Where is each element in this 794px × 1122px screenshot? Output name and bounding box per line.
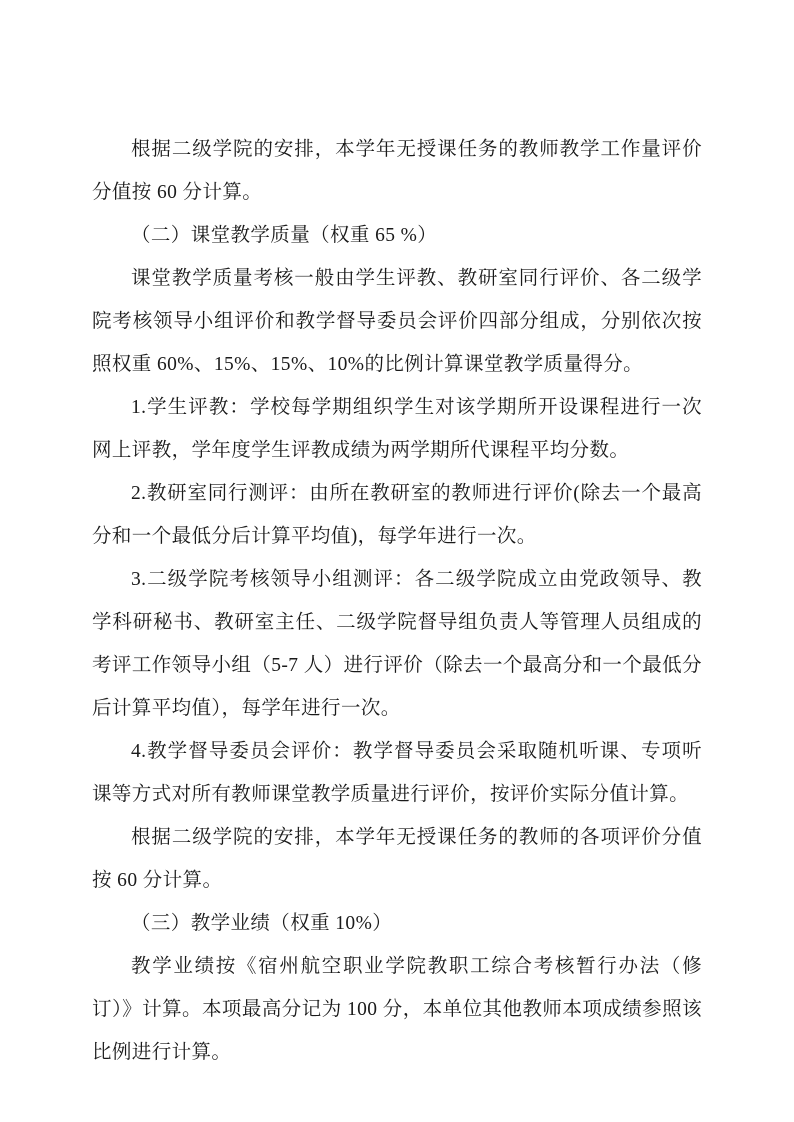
heading-section-three-teaching-performance: （三）教学业绩（权重 10%） bbox=[131, 913, 393, 934]
paragraph-classroom-quality-composition: 课堂教学质量考核一般由学生评教、教研室同行评价、各二级学院考核领导小组评价和教学督导委员会评价四部分组成，分别依次按照权重 60%、15%、15%、10%的比例计算课堂教学质量得分。 bbox=[92, 268, 702, 375]
paragraph-item-1-student-evaluation: 1.学生评教：学校每学期组织学生对该学期所开设课程进行一次网上评教，学年度学生评教成绩为两学期所代课程平均分数。 bbox=[92, 397, 702, 461]
document-body bbox=[92, 128, 702, 1074]
paragraph-no-teaching-task-default-score: 根据二级学院的安排，本学年无授课任务的教师的各项评价分值按 60 分计算。 bbox=[92, 827, 702, 891]
heading-section-two-classroom-quality: （二）课堂教学质量（权重 65 %） bbox=[131, 225, 438, 246]
paragraph-item-3-college-group-evaluation: 3.二级学院考核领导小组测评：各二级学院成立由党政领导、教学科研秘书、教研室主任、二级学院督导组负责人等管理人员组成的考评工作领导小组（5-7 人）进行评价（除去一个最高分和一个最低分后计算平均值），每学年进行一次。 bbox=[92, 569, 702, 719]
paragraph-item-2-peer-evaluation: 2.教研室同行测评：由所在教研室的教师进行评价(除去一个最高分和一个最低分后计算平均值)，每学年进行一次。 bbox=[92, 483, 702, 547]
paragraph-item-4-supervision-committee-evaluation: 4.教学督导委员会评价：教学督导委员会采取随机听课、专项听课等方式对所有教师课堂教学质量进行评价，按评价实际分值计算。 bbox=[92, 741, 702, 805]
paragraph-teaching-performance-calculation: 教学业绩按《宿州航空职业学院教职工综合考核暂行办法（修订）》计算。本项最高分记为 100 分，本单位其他教师本项成绩参照该比例进行计算。 bbox=[92, 956, 702, 1063]
paragraph-teaching-workload-default: 根据二级学院的安排，本学年无授课任务的教师教学工作量评价分值按 60 分计算。 bbox=[92, 139, 702, 203]
